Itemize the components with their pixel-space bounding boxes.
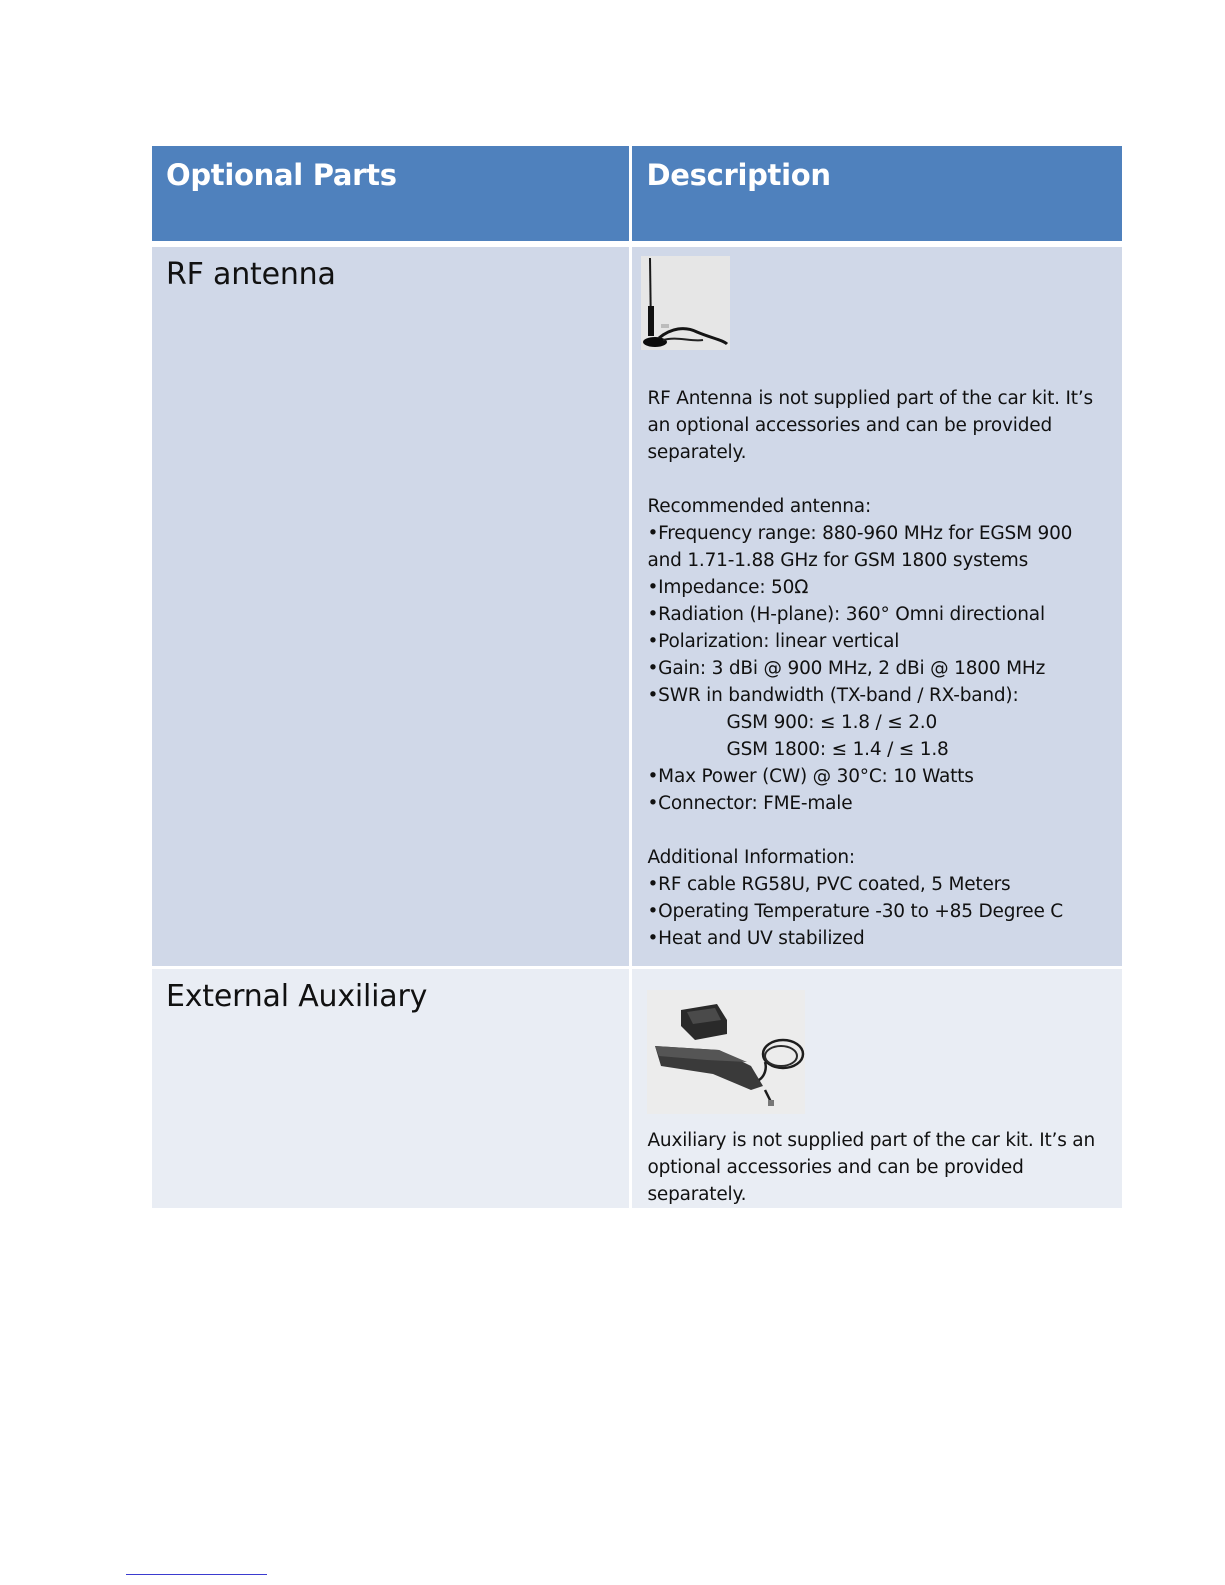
desc-line: Auxiliary is not supplied part of the car kit. It’s an [647,1130,1095,1151]
spec-line: •Impedance: 50Ω [647,577,809,598]
part-cell [152,969,629,1208]
table-row [152,969,1122,1208]
additional-line: •Operating Temperature -30 to +85 Degree C [647,901,1064,922]
swr-line: GSM 900: ≤ 1.8 / ≤ 2.0 [726,712,938,733]
part-name-external-auxiliary: External Auxiliary [166,979,428,1014]
header-optional-parts [152,146,629,247]
spec-line: •Max Power (CW) @ 30°C: 10 Watts [647,766,974,787]
header-description-label: Description [646,158,831,192]
desc-line: RF Antenna is not supplied part of the car kit. It’s [647,388,1093,409]
spec-line: •Connector: FME-male [647,793,853,814]
header-description [629,146,1122,247]
antenna-photo [641,256,730,350]
spec-line: •Radiation (H-plane): 360° Omni directional [647,604,1045,625]
optional-parts-table [152,146,1122,1208]
auxiliary-description [632,1127,1122,1208]
description-cell [629,969,1122,1208]
desc-line: an optional accessories and can be provided [647,415,1052,436]
rf-antenna-description [632,350,1122,952]
swr-line: GSM 1800: ≤ 1.4 / ≤ 1.8 [726,739,949,760]
desc-line: optional accessories and can be provided [647,1157,1024,1178]
part-cell [152,247,629,969]
desc-line: separately. [647,442,747,463]
header-optional-parts-label: Optional Parts [166,158,397,192]
additional-line: •RF cable RG58U, PVC coated, 5 Meters [647,874,1011,895]
spec-line: and 1.71-1.88 GHz for GSM 1800 systems [647,550,1029,571]
auxiliary-photo [647,990,805,1114]
table-row [152,247,1122,969]
part-name-rf-antenna: RF antenna [166,257,336,292]
table-header-row [152,146,1122,247]
spec-line: •Gain: 3 dBi @ 900 MHz, 2 dBi @ 1800 MHz [647,658,1046,679]
additional-heading: Additional Information: [647,847,855,868]
description-cell [629,247,1122,969]
spec-line: •Frequency range: 880-960 MHz for EGSM 900 [647,523,1073,544]
additional-line: •Heat and UV stabilized [647,928,865,949]
spec-line: •SWR in bandwidth (TX-band / RX-band): [647,685,1019,706]
footnote-separator [126,1574,267,1575]
recommended-heading: Recommended antenna: [647,496,871,517]
desc-line: separately. [647,1184,747,1205]
spec-line: •Polarization: linear vertical [647,631,900,652]
